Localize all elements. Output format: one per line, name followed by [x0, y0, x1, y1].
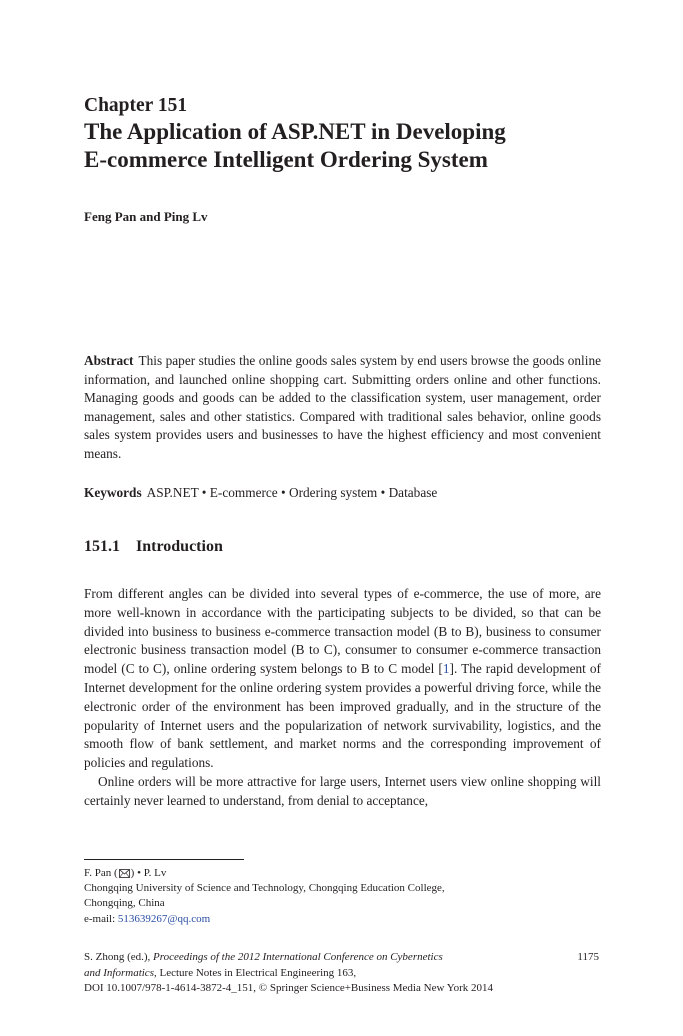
paragraph-2: Online orders will be more attractive for large users, Internet users view online shopping will certainly never learned to understand, from denial to acceptance, — [84, 773, 601, 808]
citation-line-1 — [84, 950, 601, 966]
affiliation-line-1: Chongqing University of Science and Technology, Chongqing Education College, — [84, 882, 445, 895]
paragraph-1-text-a: From different angles can be divided into several types of e-commerce, the use of more, are more well-known in accordance with the participating subjects to be divided, so that can be divided into business to business e-commerce transaction model (B to B), business to consumer electronic business transaction model (B to C), consumer to consumer e-commerce transaction model (C to C), online ordering system belongs to B to C model [ — [84, 586, 601, 677]
footnote — [84, 866, 601, 927]
email-link[interactable]: 513639267@qq.com — [117, 912, 211, 925]
email-line — [84, 912, 601, 927]
footnote-bullet: • — [137, 867, 141, 879]
abstract — [84, 352, 601, 464]
page-number: 1175 — [577, 951, 599, 963]
reference-link[interactable]: 1 — [442, 661, 450, 677]
footnote-authors: F. Pan ( ) • P. Lv — [84, 867, 167, 879]
chapter-title-line-1: The Application of ASP.NET in Developing — [84, 119, 506, 144]
affiliation-line-2: Chongqing, China — [84, 897, 165, 910]
envelope-icon — [119, 869, 130, 878]
keywords-label: Keywords — [84, 485, 142, 500]
section-title: Introduction — [136, 538, 223, 555]
keywords-text: ASP.NET • E-commerce • Ordering system • Database — [146, 485, 438, 500]
chapter-title-line-2: E-commerce Intelligent Ordering System — [84, 147, 488, 172]
abstract-label: Abstract — [84, 353, 134, 368]
body-text — [84, 585, 601, 811]
abstract-text: This paper studies the online goods sales system by end users browse the goods online information, and launched online shopping cart. Submitting orders online and other functions. Managing goods and goods can be added to the classification system, user management, order management, sales and other statistics. Compared with traditional sales behavior, online goods sales system provides users and businesses to have the highest efficiency and most convenient means. — [84, 353, 601, 461]
citation-proceedings-2: and Informatics — [84, 966, 154, 979]
keywords — [84, 484, 601, 503]
paragraph-1 — [84, 585, 601, 773]
citation-doi: DOI 10.1007/978-1-4614-3872-4_151, © Springer Science+Business Media New York 2014 — [84, 982, 493, 995]
citation-editor: S. Zhong (ed.), — [84, 951, 151, 963]
footnote-author-2: P. Lv — [143, 867, 167, 879]
footnote-divider — [84, 859, 244, 860]
chapter-title — [84, 118, 624, 174]
citation-proceedings-1: Proceedings of the 2012 International Conference on Cybernetics — [153, 951, 443, 963]
paragraph-1-text-b: ]. The rapid development of Internet development for the online ordering system provides a powerful driving force, while the electronic order of the environment has been improved gradually, and in the structure of the popularity of Internet users and the popularization of network survivability, logistics, and the smooth flow of bank settlement, and market norms and the corresponding improvement of policies and regulations. — [84, 661, 601, 771]
section-number: 151.1 — [84, 538, 120, 555]
section-heading — [84, 538, 223, 556]
citation-line-2 — [84, 966, 601, 982]
footnote-author-1: F. Pan — [84, 867, 112, 879]
chapter-label: Chapter 151 — [84, 95, 188, 116]
citation-series: , Lecture Notes in Electrical Engineering 163, — [153, 966, 357, 979]
email-label: e-mail: — [84, 912, 116, 925]
citation-block — [84, 950, 601, 997]
authors: Feng Pan and Ping Lv — [84, 209, 208, 224]
